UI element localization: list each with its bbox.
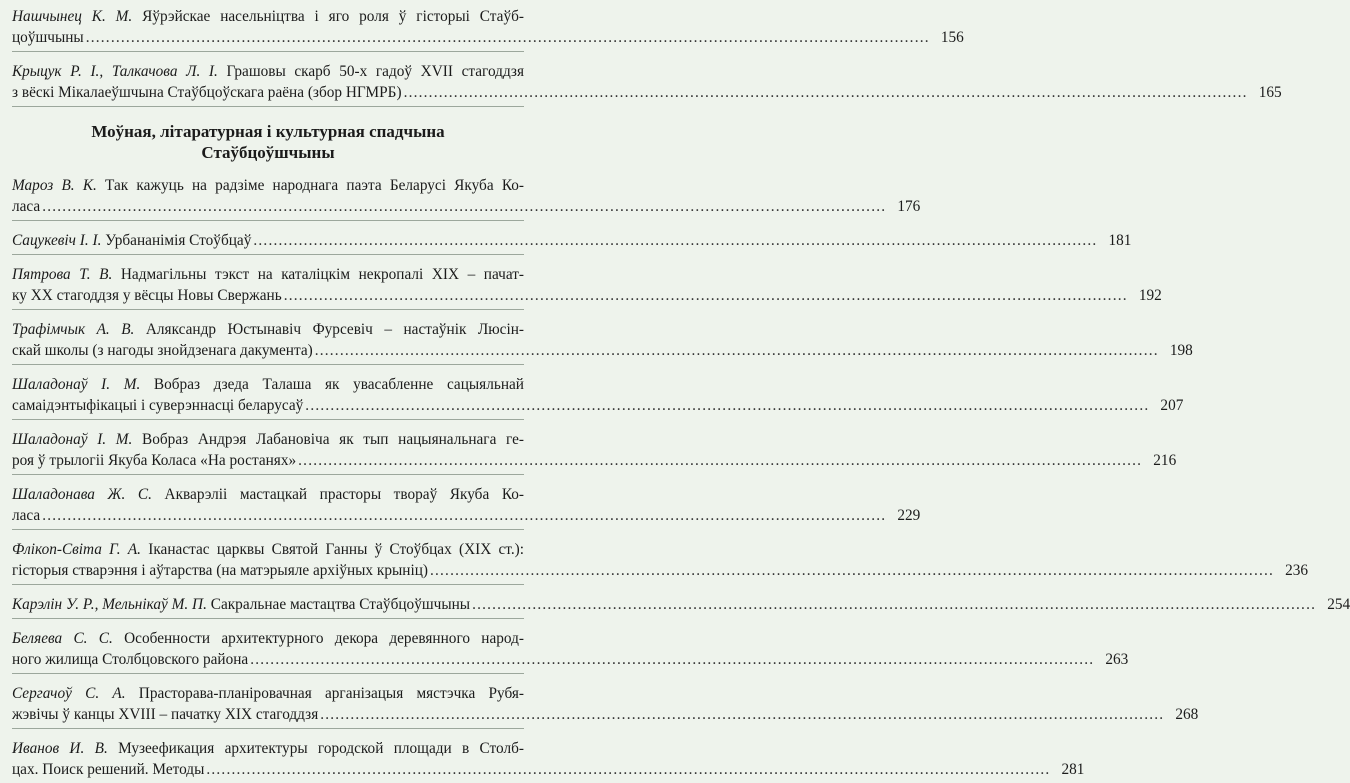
dot-leader <box>472 594 1316 615</box>
entry-first-line <box>12 61 524 82</box>
entry-first-line <box>12 683 524 704</box>
entry-title-cont <box>12 594 470 615</box>
entry-last-line <box>12 560 1309 581</box>
entry-title-cont: цоўшчыны <box>12 29 84 46</box>
entry-author: Беляева С. С. <box>12 630 113 647</box>
dot-leader <box>298 450 1142 471</box>
toc-entry <box>12 230 1132 255</box>
entry-first-line <box>12 6 524 27</box>
toc-entry <box>12 594 1350 619</box>
entry-author: Сацукевіч І. І. <box>12 232 102 249</box>
entry-page: 165 <box>1258 84 1282 101</box>
toc-entry <box>12 628 1129 674</box>
entry-page: 192 <box>1138 287 1162 304</box>
entry-title-cont: ку XX стагоддзя у вёсцы Новы Свержань <box>12 287 282 304</box>
entry-author: Карэлін У. Р., Мельнікаў М. П. <box>12 596 207 613</box>
dot-leader <box>42 196 886 217</box>
entry-last-line <box>12 27 964 48</box>
entry-title: Вобраз дзеда Талаша як увасабленне сацыяльнай <box>153 376 524 393</box>
entry-author: Шаладонаў І. М. <box>12 376 141 393</box>
entry-page: 229 <box>897 507 921 524</box>
entry-title: Акварэліі мастацкай прасторы твораў Якуба Ко- <box>164 486 525 503</box>
entry-author: Шаладонаў І. М. <box>12 431 133 448</box>
entry-last-line <box>12 649 1129 670</box>
toc-entry <box>12 319 1193 365</box>
entry-page: 156 <box>940 29 964 46</box>
entry-page: 176 <box>897 198 921 215</box>
entry-author: Иванов И. В. <box>12 740 108 757</box>
dot-leader <box>404 82 1248 103</box>
toc-entry <box>12 6 964 52</box>
section-heading-line2: Стаўбцоўшчыны <box>201 143 335 162</box>
entry-title: Яўрэйскае насельніцтва і яго роля ў гісторыі Стаўб- <box>142 8 524 25</box>
entry-first-line <box>12 319 524 340</box>
entry-last-line <box>12 196 921 217</box>
entry-last-line <box>12 285 1162 306</box>
dot-leader <box>42 505 886 526</box>
entry-title-cont: ласа <box>12 507 41 524</box>
entry-author: Нашчынец К. М. <box>12 8 133 25</box>
entry-title-cont: самаідэнтыфікацыі і суверэннасці беларусаў <box>12 397 304 414</box>
entry-first-line <box>12 738 524 759</box>
entry-title-cont: ного жилища Столбцовского района <box>12 651 249 668</box>
dot-leader <box>315 340 1159 361</box>
entry-title: Урбананімія Стоўбцаў <box>105 232 252 249</box>
entry-title: Вобраз Андрэя Лабановіча як тып нацыянальнага ге- <box>142 431 525 448</box>
dot-leader <box>86 27 930 48</box>
entry-first-line <box>12 484 524 505</box>
entry-author: Мароз В. К. <box>12 177 97 194</box>
entry-author: Шаладонава Ж. С. <box>12 486 152 503</box>
entry-author: Крыцук Р. І., Талкачова Л. І. <box>12 63 218 80</box>
entry-last-line <box>12 82 1282 103</box>
entry-first-line <box>12 429 524 450</box>
toc-entry <box>12 264 1162 310</box>
dot-leader <box>253 230 1097 251</box>
toc-entry <box>12 429 1177 475</box>
section-heading-line1: Моўная, літаратурная і культурная спадчына <box>91 122 445 141</box>
entry-page: 263 <box>1105 651 1129 668</box>
entry-title-cont: скай школы (з нагоды знойдзенага дакумента) <box>12 342 313 359</box>
entry-page: 216 <box>1153 452 1177 469</box>
entry-first-line <box>12 175 524 196</box>
entry-title: Грашовы скарб 50-х гадоў XVII стагоддзя <box>226 63 524 80</box>
toc-entry <box>12 484 921 530</box>
toc-entry <box>12 683 1199 729</box>
entry-page: 281 <box>1061 761 1085 778</box>
entry-title: Особенности архитектурного декора деревянного народ- <box>124 630 524 647</box>
entry-title: Прасторава-планіровачная арганізацыя мястэчка Рубя- <box>138 685 524 702</box>
entry-first-line <box>12 628 524 649</box>
dot-leader <box>430 560 1274 581</box>
dot-leader <box>320 704 1164 725</box>
entry-title-cont: цах. Поиск решений. Методы <box>12 761 205 778</box>
entry-last-line <box>12 704 1199 725</box>
entry-last-line <box>12 450 1177 471</box>
toc-entry <box>12 374 1184 420</box>
toc-entry <box>12 539 1309 585</box>
dot-leader <box>206 759 1050 780</box>
entry-page: 268 <box>1175 706 1199 723</box>
entry-first-line <box>12 539 524 560</box>
entry-title-cont: з вёскі Мікалаеўшчына Стаўбцоўскага раёна (збор НГМРБ) <box>12 84 402 101</box>
entry-title: Надмагільны тэкст на каталіцкім некропалі XIX – пачат- <box>120 266 524 283</box>
entry-title-cont: гісторыя стварэння і аўтарства (на матэрыяле архіўных крыніц) <box>12 562 428 579</box>
entry-page: 207 <box>1160 397 1184 414</box>
entry-author: Пятрова Т. В. <box>12 266 113 283</box>
entry-title: Сакральнае мастацтва Стаўбцоўшчыны <box>210 596 471 613</box>
entry-page: 236 <box>1285 562 1309 579</box>
entry-title-cont: жэвічы ў канцы XVIII – пачатку XIX стагоддзя <box>12 706 319 723</box>
entry-title-cont <box>12 230 251 251</box>
entry-last-line <box>12 594 1350 615</box>
entry-title-cont: роя ў трылогіі Якуба Коласа «На ростанях» <box>12 452 297 469</box>
entry-page: 181 <box>1108 232 1132 249</box>
entry-last-line <box>12 505 921 526</box>
entry-title: Так кажуць на радзіме народнага паэта Беларусі Якуба Ко- <box>105 177 524 194</box>
toc-entry <box>12 738 1085 783</box>
entry-title: Музеефикация архитектуры городской площади в Столб- <box>118 740 524 757</box>
entry-author: Сергачоў С. А. <box>12 685 126 702</box>
section-heading <box>12 121 524 163</box>
entry-page: 254 <box>1327 596 1350 613</box>
entry-author: Трафімчык А. В. <box>12 321 135 338</box>
dot-leader <box>250 649 1094 670</box>
entry-first-line <box>12 374 524 395</box>
dot-leader <box>305 395 1149 416</box>
entry-last-line <box>12 340 1193 361</box>
toc-entry <box>12 175 921 221</box>
entry-title: Аляксандр Юстынавіч Фурсевіч – настаўнік Люсін- <box>145 321 524 338</box>
entry-page: 198 <box>1169 342 1193 359</box>
entry-author: Флікоп-Світа Г. А. <box>12 541 141 558</box>
entry-last-line <box>12 395 1184 416</box>
entry-title-cont: ласа <box>12 198 41 215</box>
entry-title: Іканастас царквы Святой Ганны ў Стоўбцах (XIX ст.): <box>148 541 525 558</box>
toc-entry <box>12 61 1282 107</box>
entry-first-line <box>12 264 524 285</box>
dot-leader <box>284 285 1128 306</box>
entry-last-line <box>12 759 1085 780</box>
entry-last-line <box>12 230 1132 251</box>
